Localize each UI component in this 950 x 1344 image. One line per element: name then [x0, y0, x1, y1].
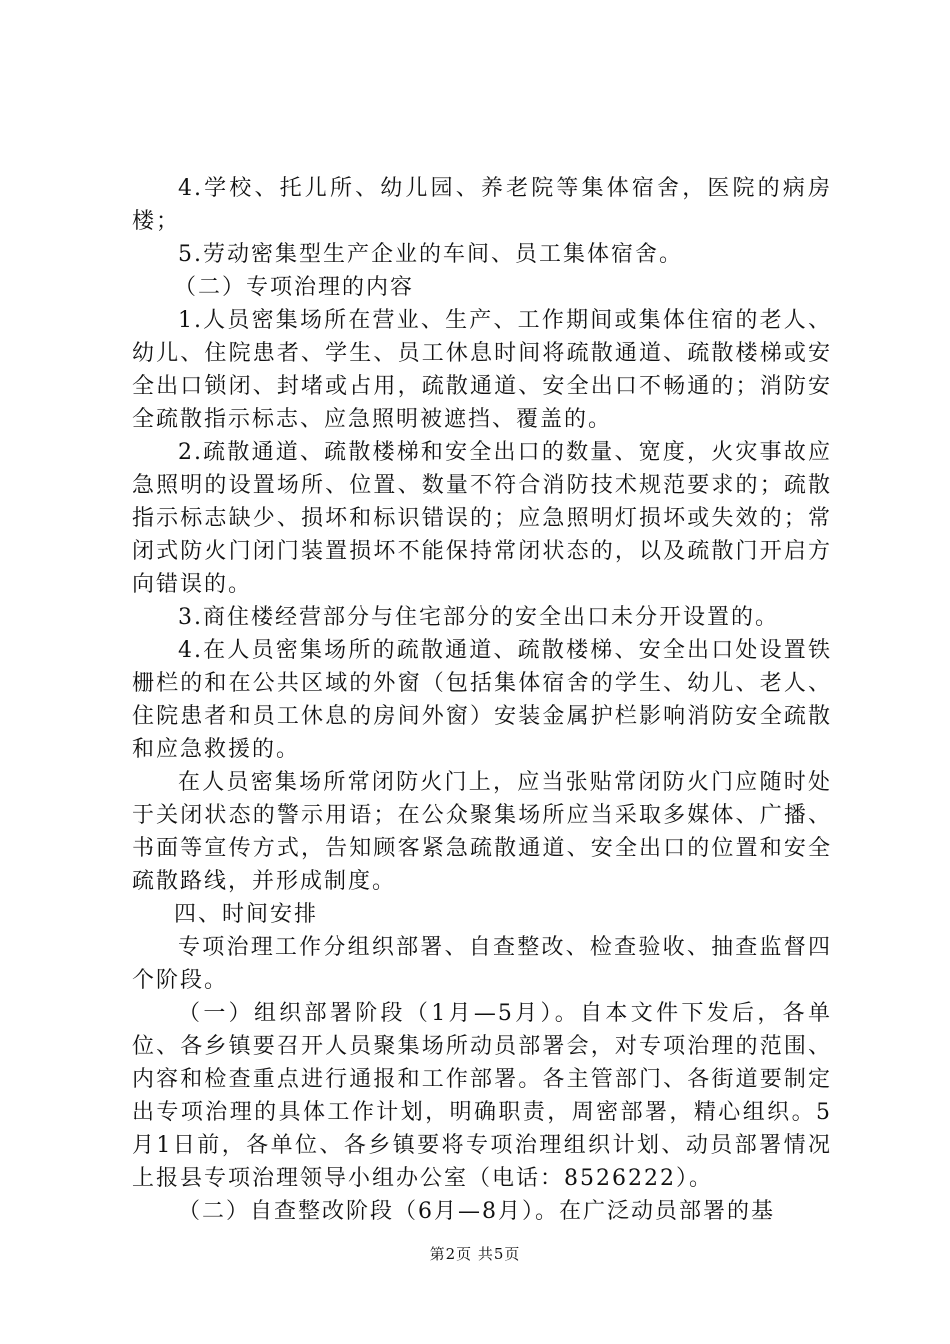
- section-heading-content: （二）专项治理的内容: [174, 275, 415, 300]
- paragraph-item-4-schools: 4.学校、托儿所、幼儿园、养老院等集体宿舍，医院的病房楼；: [132, 176, 832, 234]
- section-heading-schedule: 四、时间安排: [174, 902, 319, 927]
- paragraph-content-3: 3.商住楼经营部分与住宅部分的安全出口未分开设置的。: [178, 605, 779, 630]
- paragraph-content-4: 4.在人员密集场所的疏散通道、疏散楼梯、安全出口处设置铁栅栏的和在公共区域的外窗（包括集体宿舍的学生、幼儿、老人、住院患者和员工休息的房间外窗）安装金属护栏影响消防安全疏散和应急救援的。: [132, 638, 832, 762]
- paragraph-content-2: 2.疏散通道、疏散楼梯和安全出口的数量、宽度，火灾事故应急照明的设置场所、位置、数量不符合消防技术规范要求的；疏散指示标志缺少、损坏和标识错误的；应急照明灯损坏或失效的；常闭式防火门闭门装置损坏不能保持常闭状态的，以及疏散门开启方向错误的。: [132, 440, 832, 597]
- paragraph-item-5-factories: 5.劳动密集型生产企业的车间、员工集体宿舍。: [178, 242, 683, 267]
- paragraph-stage-2: （二）自查整改阶段（6月—8月）。在广泛动员部署的基: [178, 1199, 775, 1224]
- paragraph-schedule-overview: 专项治理工作分组织部署、自查整改、检查验收、抽查监督四个阶段。: [132, 935, 832, 993]
- page-footer: 第2页 共5页: [429, 1245, 521, 1263]
- paragraph-stage-1: （一）组织部署阶段（1月—5月）。自本文件下发后，各单位、各乡镇要召开人员聚集场所动员部署会，对专项治理的范围、内容和检查重点进行通报和工作部署。各主管部门、各街道要制定出专项治理的具体工作计划，明确职责，周密部署，精心组织。5月1日前，各单位、各乡镇要将专项治理组织计划、动员部署情况上报县专项治理领导小组办公室（电话：8526222）。: [132, 1001, 832, 1191]
- paragraph-fire-door-notice: 在人员密集场所常闭防火门上，应当张贴常闭防火门应随时处于关闭状态的警示用语；在公众聚集场所应当采取多媒体、广播、书面等宣传方式，告知顾客紧急疏散通道、安全出口的位置和安全疏散路线，并形成制度。: [132, 770, 832, 894]
- paragraph-content-1: 1.人员密集场所在营业、生产、工作期间或集体住宿的老人、幼儿、住院患者、学生、员工休息时间将疏散通道、疏散楼梯或安全出口锁闭、封堵或占用，疏散通道、安全出口不畅通的；消防安全疏散指示标志、应急照明被遮挡、覆盖的。: [132, 308, 832, 432]
- document-body: [132, 172, 832, 1228]
